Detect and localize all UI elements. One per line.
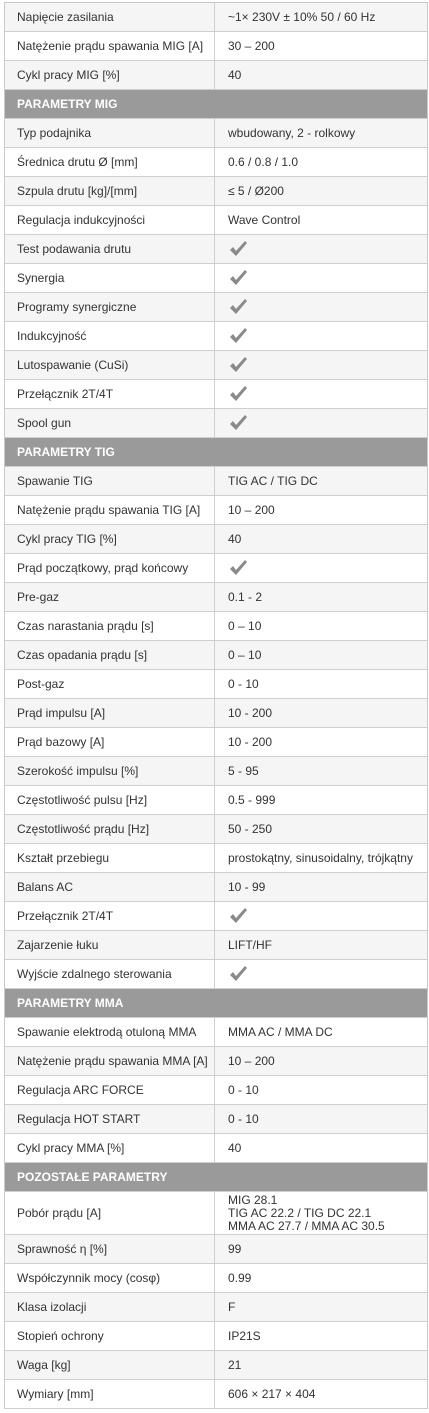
spec-value-text: 10 - 200 (228, 706, 273, 720)
spec-value (215, 1076, 427, 1104)
spec-value (215, 786, 427, 814)
spec-row (5, 264, 427, 293)
spec-value (215, 322, 427, 350)
spec-row (5, 844, 427, 873)
spec-row (5, 554, 427, 583)
spec-value-text: 5 - 95 (228, 764, 259, 778)
spec-label: Natężenie prądu spawania MIG [A] (5, 32, 215, 60)
spec-row (5, 728, 427, 757)
spec-label: Wymiary [mm] (5, 1380, 215, 1408)
check-icon (228, 964, 248, 984)
spec-value (215, 1380, 427, 1408)
spec-label: Stopień ochrony (5, 1322, 215, 1350)
spec-label: Czas narastania prądu [s] (5, 612, 215, 640)
spec-value (215, 960, 427, 988)
spec-value-text: 0 - 10 (228, 1112, 259, 1126)
spec-row (5, 351, 427, 380)
spec-row (5, 670, 427, 699)
spec-label: Cykl pracy MMA [%] (5, 1134, 215, 1162)
spec-label: Lutospawanie (CuSi) (5, 351, 215, 379)
check-icon (228, 239, 248, 259)
spec-label: Synergia (5, 264, 215, 292)
spec-row (5, 786, 427, 815)
spec-value (215, 1134, 427, 1162)
spec-value-text: 40 (228, 1141, 242, 1155)
spec-value-text: prostokątny, sinusoidalny, trójkątny (228, 851, 413, 865)
spec-label: Przełącznik 2T/4T (5, 902, 215, 930)
spec-row (5, 873, 427, 902)
spec-value-text: 99 (228, 1242, 242, 1256)
spec-value (215, 1293, 427, 1321)
spec-value (215, 1105, 427, 1133)
spec-row (5, 409, 427, 438)
section-header-label: PARAMETRY TIG (17, 445, 115, 459)
spec-label: Częstotliwość pulsu [Hz] (5, 786, 215, 814)
spec-row (5, 496, 427, 525)
spec-row (5, 1235, 427, 1264)
spec-value (215, 235, 427, 263)
spec-row (5, 3, 427, 32)
spec-row (5, 583, 427, 612)
spec-value (215, 1235, 427, 1263)
spec-row (5, 1192, 427, 1235)
spec-row (5, 960, 427, 989)
spec-label: Klasa izolacji (5, 1293, 215, 1321)
spec-value (215, 148, 427, 176)
spec-label: Post-gaz (5, 670, 215, 698)
spec-value (215, 1264, 427, 1292)
spec-value (215, 612, 427, 640)
spec-value-text: F (228, 1300, 236, 1314)
spec-row (5, 293, 427, 322)
spec-value (215, 1351, 427, 1379)
spec-value-text: ~1× 230V ± 10% 50 / 60 Hz (228, 10, 376, 24)
spec-label: Indukcyjność (5, 322, 215, 350)
spec-label: Pobór prądu [A] (5, 1192, 215, 1234)
spec-label: Spawanie elektrodą otuloną MMA (5, 1018, 215, 1046)
spec-row (5, 1293, 427, 1322)
spec-label: Częstotliwość prądu [Hz] (5, 815, 215, 843)
spec-value (215, 641, 427, 669)
spec-row (5, 815, 427, 844)
spec-value (215, 1018, 427, 1046)
spec-value (215, 1322, 427, 1350)
spec-row (5, 1134, 427, 1163)
spec-value (215, 931, 427, 959)
spec-label: Regulacja ARC FORCE (5, 1076, 215, 1104)
spec-value-text: IP21S (228, 1329, 261, 1343)
spec-label: Balans AC (5, 873, 215, 901)
check-icon (228, 906, 248, 926)
spec-label: Regulacja HOT START (5, 1105, 215, 1133)
spec-value (215, 583, 427, 611)
spec-value-text: 10 - 99 (228, 880, 266, 894)
spec-value-text: 10 - 200 (228, 735, 273, 749)
spec-row (5, 525, 427, 554)
spec-label: Przełącznik 2T/4T (5, 380, 215, 408)
spec-value (215, 815, 427, 843)
spec-value (215, 873, 427, 901)
spec-label: Prąd początkowy, prąd końcowy (5, 554, 215, 582)
spec-value (215, 177, 427, 205)
spec-label: Test podawania drutu (5, 235, 215, 263)
spec-row (5, 1105, 427, 1134)
spec-value (215, 293, 427, 321)
check-icon (228, 297, 248, 317)
spec-label: Średnica drutu Ø [mm] (5, 148, 215, 176)
spec-label: Cykl pracy TIG [%] (5, 525, 215, 553)
spec-value (215, 467, 427, 495)
check-icon (228, 384, 248, 404)
spec-value (215, 554, 427, 582)
spec-label: Spawanie TIG (5, 467, 215, 495)
spec-row (5, 177, 427, 206)
spec-value (215, 699, 427, 727)
spec-label: Natężenie prądu spawania MMA [A] (5, 1047, 215, 1075)
spec-row (5, 699, 427, 728)
spec-value (215, 119, 427, 147)
check-icon (228, 413, 248, 433)
spec-label: Pre-gaz (5, 583, 215, 611)
spec-label: Prąd bazowy [A] (5, 728, 215, 756)
section-header (5, 989, 427, 1018)
spec-label: Szerokość impulsu [%] (5, 757, 215, 785)
spec-label: Spool gun (5, 409, 215, 437)
spec-label: Natężenie prądu spawania TIG [A] (5, 496, 215, 524)
spec-row (5, 235, 427, 264)
spec-label: Szpula drutu [kg]/[mm] (5, 177, 215, 205)
spec-label: Wyjście zdalnego sterowania (5, 960, 215, 988)
spec-value-text: wbudowany, 2 - rolkowy (228, 126, 356, 140)
section-header-label: POZOSTAŁE PARAMETRY (17, 1170, 168, 1184)
spec-row (5, 380, 427, 409)
spec-row (5, 612, 427, 641)
spec-value-text: 0 - 10 (228, 677, 259, 691)
spec-label: Programy synergiczne (5, 293, 215, 321)
spec-value-text: 30 – 200 (228, 39, 275, 53)
spec-value-text: 0 - 10 (228, 1083, 259, 1097)
spec-value-text: 10 – 200 (228, 503, 275, 517)
spec-row (5, 206, 427, 235)
spec-row (5, 1351, 427, 1380)
section-header (5, 90, 427, 119)
spec-value-text: LIFT/HF (228, 938, 272, 952)
spec-label: Sprawność η [%] (5, 1235, 215, 1263)
spec-value-text: 0.99 (228, 1271, 252, 1285)
spec-label: Prąd impulsu [A] (5, 699, 215, 727)
spec-row (5, 1264, 427, 1293)
spec-value-text: 21 (228, 1358, 242, 1372)
section-header (5, 438, 427, 467)
spec-value (215, 844, 427, 872)
spec-value-text: 0.6 / 0.8 / 1.0 (228, 155, 299, 169)
spec-row (5, 1322, 427, 1351)
spec-value-text: 40 (228, 532, 242, 546)
spec-label: Współczynnik mocy (cosφ) (5, 1264, 215, 1292)
spec-row (5, 1018, 427, 1047)
spec-value (215, 32, 427, 60)
spec-value-text: MMA AC / MMA DC (228, 1025, 333, 1039)
spec-row (5, 931, 427, 960)
spec-value (215, 61, 427, 89)
spec-value (215, 525, 427, 553)
spec-row (5, 119, 427, 148)
spec-row (5, 757, 427, 786)
section-header-label: PARAMETRY MIG (17, 97, 118, 111)
spec-value-text: Wave Control (228, 213, 301, 227)
spec-value-text: 50 - 250 (228, 822, 273, 836)
spec-row (5, 32, 427, 61)
spec-value-text: TIG AC / TIG DC (228, 474, 318, 488)
spec-value-text: MIG 28.1 TIG AC 22.2 / TIG DC 22.1 MMA AC 27.7 / MMA AC 30.5 (228, 1192, 385, 1233)
spec-label: Zajarzenie łuku (5, 931, 215, 959)
check-icon (228, 558, 248, 578)
spec-value-text: 0.5 - 999 (228, 793, 276, 807)
spec-value (215, 496, 427, 524)
spec-label: Czas opadania prądu [s] (5, 641, 215, 669)
spec-row (5, 1047, 427, 1076)
spec-label: Cykl pracy MIG [%] (5, 61, 215, 89)
spec-value (215, 902, 427, 930)
spec-value (215, 670, 427, 698)
spec-label: Kształt przebiegu (5, 844, 215, 872)
spec-value-text: 0 – 10 (228, 648, 262, 662)
spec-table (4, 2, 428, 1409)
spec-value-text: 0.1 - 2 (228, 590, 263, 604)
spec-row (5, 641, 427, 670)
spec-value (215, 206, 427, 234)
spec-value (215, 409, 427, 437)
spec-value (215, 264, 427, 292)
spec-value (215, 757, 427, 785)
spec-value (215, 380, 427, 408)
spec-value (215, 1047, 427, 1075)
spec-label: Regulacja indukcyjności (5, 206, 215, 234)
spec-row (5, 61, 427, 90)
spec-row (5, 467, 427, 496)
spec-row (5, 902, 427, 931)
section-header-label: PARAMETRY MMA (17, 996, 124, 1010)
check-icon (228, 268, 248, 288)
spec-value-text: 606 × 217 × 404 (228, 1387, 316, 1401)
spec-label: Napięcie zasilania (5, 3, 215, 31)
spec-value-text: ≤ 5 / Ø200 (228, 184, 284, 198)
spec-row (5, 1380, 427, 1409)
spec-value (215, 351, 427, 379)
section-header (5, 1163, 427, 1192)
spec-value (215, 3, 427, 31)
spec-row (5, 148, 427, 177)
spec-value (215, 728, 427, 756)
check-icon (228, 355, 248, 375)
spec-value-text: 40 (228, 68, 242, 82)
spec-label: Waga [kg] (5, 1351, 215, 1379)
spec-row (5, 322, 427, 351)
check-icon (228, 326, 248, 346)
spec-row (5, 1076, 427, 1105)
spec-value (215, 1192, 427, 1234)
spec-label: Typ podajnika (5, 119, 215, 147)
spec-value-text: 0 – 10 (228, 619, 262, 633)
spec-value-text: 10 – 200 (228, 1054, 275, 1068)
